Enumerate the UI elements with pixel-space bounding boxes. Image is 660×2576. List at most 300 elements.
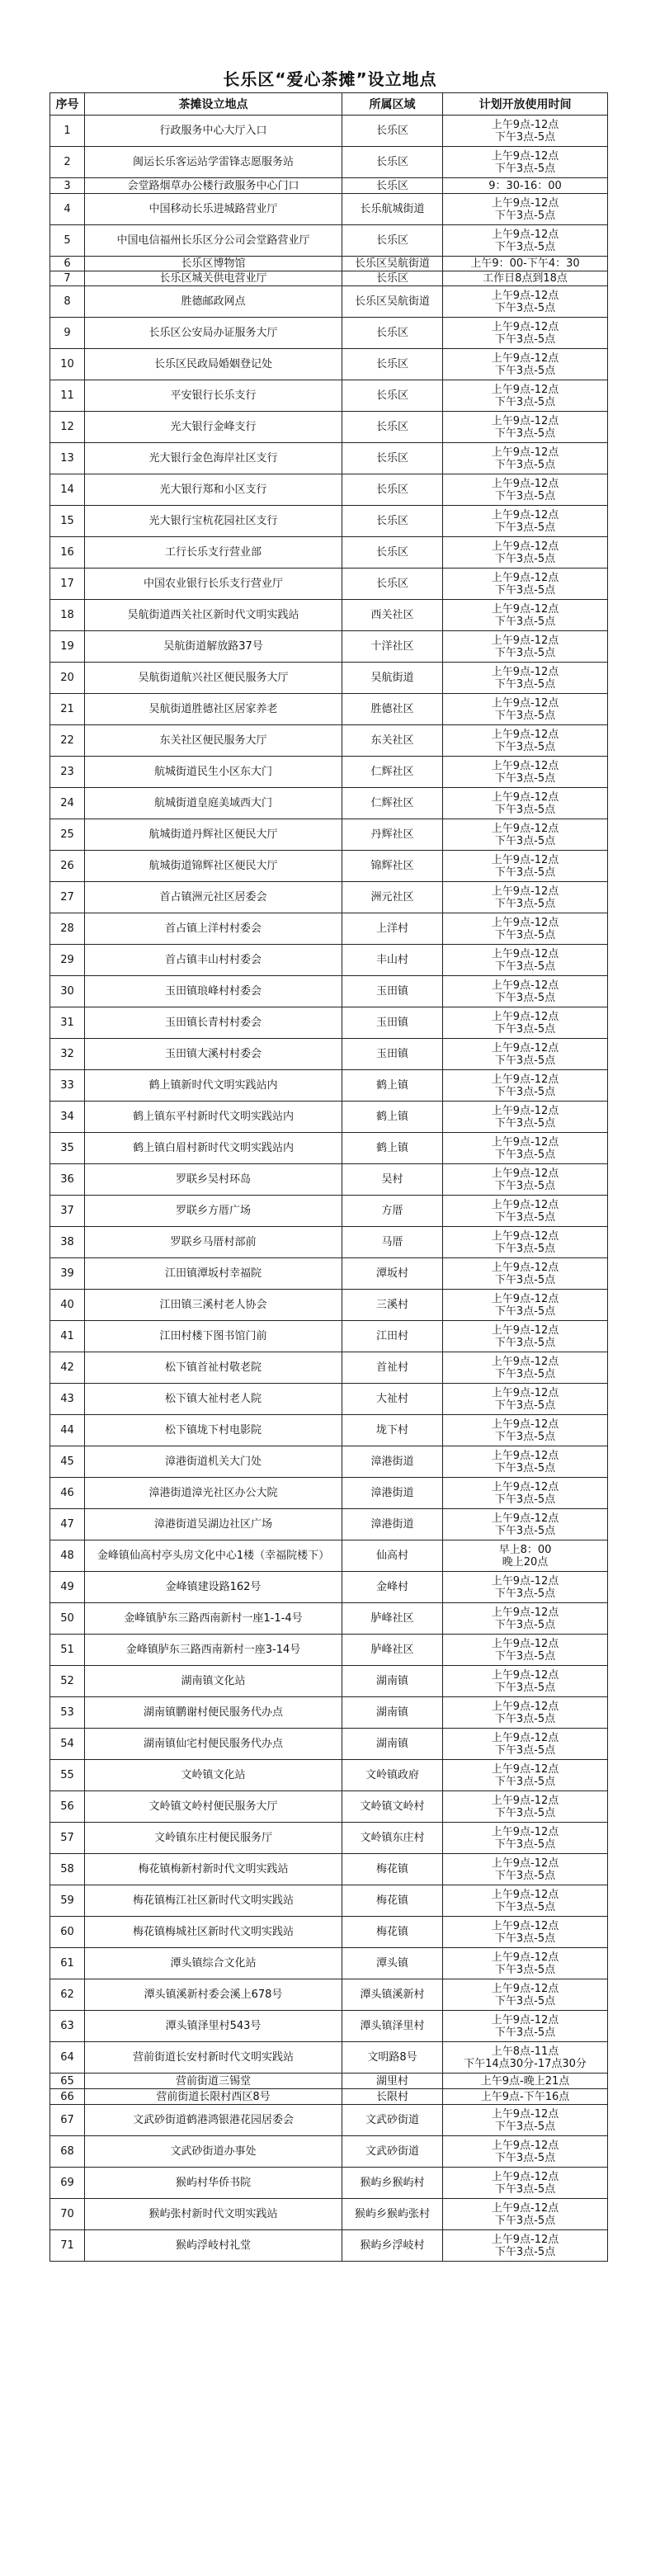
table-row [50,271,608,286]
table-row [50,380,608,412]
row-index: 58 [50,1854,85,1885]
table-row [50,1070,608,1102]
time-line: 下午3点-5点 [494,646,556,659]
time-line: 上午9点-12点 [491,149,559,163]
row-place: 吴航街道航兴社区便民服务大厅 [85,663,342,694]
row-index: 1 [50,116,85,147]
row-place: 文岭镇东庄村便民服务厅 [85,1823,342,1854]
row-area: 锦辉社区 [342,851,443,882]
row-index: 15 [50,506,85,537]
row-area: 大祉村 [342,1384,443,1415]
header-place: 茶摊设立地点 [85,93,342,116]
table-body [50,116,608,2262]
time-line: 上午9点-12点 [491,1073,559,1086]
row-place: 行政服务中心大厅入口 [85,116,342,147]
time-line: 下午3点-5点 [494,1461,556,1474]
row-index: 52 [50,1666,85,1697]
time-line: 下午3点-5点 [494,1712,556,1725]
time-line: 上午9：00-下午4：30 [470,257,580,270]
table-row [50,286,608,318]
row-place: 梅花镇梅新村新时代文明实践站 [85,1854,342,1885]
row-area: 文武砂街道 [342,2105,443,2136]
row-place: 文武砂街道办事处 [85,2136,342,2168]
time-line: 上午9点-12点 [491,822,559,835]
row-index: 46 [50,1478,85,1509]
time-line: 上午9点-12点 [491,2139,559,2152]
time-line: 上午9点-12点 [491,228,559,241]
row-place: 长乐区公安局办证服务大厅 [85,318,342,349]
table-row [50,506,608,537]
time-line: 上午9点-12点 [491,1762,559,1776]
time-line: 上午9点-12点 [491,320,559,333]
time-line: 上午9点-12点 [491,446,559,459]
time-line: 下午3点-5点 [494,209,556,222]
row-area: 西关社区 [342,600,443,631]
row-area: 长乐区 [342,537,443,569]
row-index: 44 [50,1415,85,1446]
time-line: 下午3点-5点 [494,395,556,408]
row-index: 7 [50,271,85,286]
row-area: 漳港街道 [342,1509,443,1540]
row-time [443,757,608,788]
row-area: 胜德社区 [342,694,443,725]
row-time [443,318,608,349]
row-index: 59 [50,1885,85,1917]
row-place: 光大银行金峰支行 [85,412,342,443]
row-index: 37 [50,1196,85,1227]
row-place: 光大银行金色海岸社区支行 [85,443,342,474]
time-line: 上午9点-12点 [491,1229,559,1243]
row-place: 文武砂街道鹤港鸿银港花园居委会 [85,2105,342,2136]
table-row [50,2230,608,2262]
table-row [50,1102,608,1133]
row-index: 26 [50,851,85,882]
time-line: 上午9点-12点 [491,665,559,678]
table-row [50,2011,608,2042]
row-time [443,2136,608,2168]
row-place: 猴屿村华侨书院 [85,2168,342,2199]
time-line: 上午9点-12点 [491,1857,559,1870]
time-line: 上午9点-12点 [491,1606,559,1619]
row-time [443,194,608,225]
row-index: 68 [50,2136,85,2168]
row-index: 55 [50,1760,85,1791]
row-index: 63 [50,2011,85,2042]
row-place: 长乐区民政局婚姻登记处 [85,349,342,380]
time-line: 上午9点-晚上21点 [480,2074,570,2088]
row-index: 11 [50,380,85,412]
table-row [50,1478,608,1509]
page-title: 长乐区“爱心茶摊”设立地点 [223,69,437,89]
row-time [443,1603,608,1635]
row-time [443,1070,608,1102]
row-time [443,380,608,412]
time-line: 上午9点-12点 [491,1418,559,1431]
row-time [443,819,608,851]
row-place: 漳港街道漳光社区办公大院 [85,1478,342,1509]
time-line: 上午9点-12点 [491,1700,559,1713]
row-index: 13 [50,443,85,474]
time-line: 上午9点-12点 [491,1951,559,1964]
time-line: 下午3点-5点 [494,1273,556,1286]
row-place: 中国农业银行长乐支行营业厅 [85,569,342,600]
table-row [50,1258,608,1290]
row-place: 航城街道民生小区东大门 [85,757,342,788]
row-place: 鹤上镇新时代文明实践站内 [85,1070,342,1102]
row-place: 猴屿浮岐村礼堂 [85,2230,342,2262]
time-line: 上午8点-11点 [491,2045,559,2058]
time-line: 上午9点-12点 [491,2170,559,2183]
row-area: 仙高村 [342,1540,443,1572]
time-line: 上午9点-12点 [491,414,559,427]
table-row [50,1133,608,1164]
time-line: 下午3点-5点 [494,1242,556,1255]
table-row [50,1352,608,1384]
row-index: 21 [50,694,85,725]
row-place: 航城街道丹辉社区便民大厅 [85,819,342,851]
time-line: 下午3点-5点 [494,771,556,785]
time-line: 下午3点-5点 [494,615,556,628]
row-place: 松下镇垅下村电影院 [85,1415,342,1446]
row-time [443,225,608,257]
row-index: 19 [50,631,85,663]
row-index: 69 [50,2168,85,2199]
row-index: 3 [50,178,85,194]
row-area: 湖南镇 [342,1729,443,1760]
time-line: 上午9点-12点 [491,508,559,521]
time-line: 上午9点-12点 [491,853,559,866]
row-time [443,1823,608,1854]
row-time [443,569,608,600]
table-row [50,1446,608,1478]
row-area: 首祉村 [342,1352,443,1384]
table-row [50,1509,608,1540]
row-index: 27 [50,882,85,913]
row-index: 9 [50,318,85,349]
row-place: 航城街道皇庭美域西大门 [85,788,342,819]
table-row [50,2074,608,2089]
time-line: 下午3点-5点 [494,1775,556,1788]
time-line: 下午3点-5点 [494,2120,556,2133]
row-index: 65 [50,2074,85,2089]
row-place: 鹤上镇白眉村新时代文明实践站内 [85,1133,342,1164]
row-place: 营前街道长安村新时代文明实践站 [85,2042,342,2074]
time-line: 下午3点-5点 [494,1900,556,1913]
row-index: 18 [50,600,85,631]
row-time [443,1321,608,1352]
row-index: 62 [50,1979,85,2011]
time-line: 下午3点-5点 [494,1179,556,1192]
time-line: 下午3点-5点 [494,1054,556,1067]
row-place: 长乐区城关供电营业厅 [85,271,342,286]
row-time [443,1258,608,1290]
time-line: 上午9点-12点 [491,196,559,210]
row-place: 罗联乡方厝广场 [85,1196,342,1227]
time-line: 下午3点-5点 [494,2182,556,2196]
time-line: 下午3点-5点 [494,834,556,847]
table-row [50,1196,608,1227]
row-area: 长乐区 [342,147,443,178]
time-line: 下午3点-5点 [494,928,556,941]
table-row [50,412,608,443]
header-time: 计划开放使用时间 [443,93,608,116]
row-time [443,1384,608,1415]
table-row [50,318,608,349]
table-row [50,882,608,913]
time-line: 上午9点-12点 [491,540,559,553]
row-time [443,271,608,286]
time-line: 上午9点-12点 [491,602,559,616]
row-area: 梅花镇 [342,1854,443,1885]
time-line: 下午3点-5点 [494,162,556,175]
row-time [443,945,608,976]
table-row [50,194,608,225]
time-line: 上午9点-12点 [491,1668,559,1682]
row-place: 罗联乡吴村环岛 [85,1164,342,1196]
table-row [50,257,608,271]
row-index: 67 [50,2105,85,2136]
row-index: 60 [50,1917,85,1948]
row-index: 36 [50,1164,85,1196]
row-place: 航城街道锦辉社区便民大厅 [85,851,342,882]
row-time [443,474,608,506]
row-place: 潭头镇综合文化站 [85,1948,342,1979]
time-line: 下午3点-5点 [494,333,556,346]
row-area: 鹤上镇 [342,1070,443,1102]
row-index: 23 [50,757,85,788]
row-place: 营前街道三锡堂 [85,2074,342,2089]
row-area: 上洋村 [342,913,443,945]
table-header-row [50,93,608,116]
row-index: 39 [50,1258,85,1290]
row-index: 33 [50,1070,85,1102]
row-area: 玉田镇 [342,1007,443,1039]
row-index: 35 [50,1133,85,1164]
row-time [443,349,608,380]
time-line: 工作日8点到18点 [483,272,568,285]
row-index: 22 [50,725,85,757]
row-place: 玉田镇长青村村委会 [85,1007,342,1039]
row-place: 文岭镇文岭村便民服务大厅 [85,1791,342,1823]
row-time [443,1007,608,1039]
time-line: 下午3点-5点 [494,960,556,973]
row-index: 49 [50,1572,85,1603]
row-time [443,2089,608,2105]
row-area: 长乐区 [342,569,443,600]
row-area: 长乐区吴航街道 [342,286,443,318]
time-line: 上午9点-12点 [491,1637,559,1650]
row-area: 吴村 [342,1164,443,1196]
row-place: 平安银行长乐支行 [85,380,342,412]
row-time [443,1635,608,1666]
row-index: 16 [50,537,85,569]
row-place: 首占镇洲元社区居委会 [85,882,342,913]
row-area: 漳港街道 [342,1446,443,1478]
row-time [443,2168,608,2199]
row-area: 十洋社区 [342,631,443,663]
row-time [443,725,608,757]
row-place: 湖南镇仙宅村便民服务代办点 [85,1729,342,1760]
row-area: 长乐区吴航街道 [342,257,443,271]
row-place: 文岭镇文化站 [85,1760,342,1791]
table-row [50,1321,608,1352]
row-index: 48 [50,1540,85,1572]
row-area: 丹辉社区 [342,819,443,851]
row-index: 66 [50,2089,85,2105]
row-place: 首占镇丰山村村委会 [85,945,342,976]
row-index: 64 [50,2042,85,2074]
row-time [443,1979,608,2011]
row-time [443,976,608,1007]
row-place: 光大银行宝杭花园社区支行 [85,506,342,537]
time-line: 下午3点-5点 [494,1618,556,1631]
time-line: 上午9点-12点 [491,696,559,710]
row-index: 6 [50,257,85,271]
row-time [443,663,608,694]
row-area: 胪峰社区 [342,1603,443,1635]
row-area: 长乐区 [342,349,443,380]
time-line: 上午9点-12点 [491,1167,559,1180]
time-line: 下午3点-5点 [494,1399,556,1412]
row-area: 金峰村 [342,1572,443,1603]
row-time [443,1760,608,1791]
row-area: 长限村 [342,2089,443,2105]
row-time [443,2074,608,2089]
table-row [50,2105,608,2136]
row-area: 文岭镇政府 [342,1760,443,1791]
row-time [443,788,608,819]
time-line: 下午3点-5点 [494,364,556,377]
time-line: 上午9点-12点 [491,979,559,992]
row-area: 东关社区 [342,725,443,757]
row-time [443,257,608,271]
row-index: 50 [50,1603,85,1635]
table-row [50,1948,608,1979]
table-row [50,757,608,788]
table-row [50,1039,608,1070]
table-row [50,1697,608,1729]
table-row [50,1540,608,1572]
row-time [443,2011,608,2042]
row-time [443,1446,608,1478]
table-row [50,663,608,694]
table-row [50,2042,608,2074]
row-area: 漳港街道 [342,1478,443,1509]
table-row [50,1791,608,1823]
row-time [443,1666,608,1697]
row-place: 湖南镇鹏谢村便民服务代办点 [85,1697,342,1729]
row-index: 45 [50,1446,85,1478]
row-time [443,116,608,147]
row-time [443,694,608,725]
row-index: 71 [50,2230,85,2262]
row-index: 28 [50,913,85,945]
time-line: 下午3点-5点 [494,521,556,534]
time-line: 下午3点-5点 [494,1116,556,1130]
time-line: 下午3点-5点 [494,1994,556,2007]
table-row [50,1917,608,1948]
row-index: 30 [50,976,85,1007]
row-time [443,1854,608,1885]
table-row [50,819,608,851]
row-area: 玉田镇 [342,1039,443,1070]
time-line: 上午9点-12点 [491,1574,559,1588]
row-area: 潭头镇 [342,1948,443,1979]
row-area: 文明路8号 [342,2042,443,2074]
row-place: 松下镇首祉村敬老院 [85,1352,342,1384]
row-area: 湖南镇 [342,1697,443,1729]
row-place: 潭头镇溪新村委会溪上678号 [85,1979,342,2011]
row-place: 会堂路烟草办公楼行政服务中心门口 [85,178,342,194]
table-row [50,2199,608,2230]
row-area: 潭头镇溪新村 [342,1979,443,2011]
table-row [50,1854,608,1885]
row-time [443,286,608,318]
time-line: 上午9点-下午16点 [480,2090,570,2103]
row-index: 38 [50,1227,85,1258]
row-time [443,1791,608,1823]
table-row [50,1760,608,1791]
row-place: 玉田镇大溪村村委会 [85,1039,342,1070]
row-place: 梅花镇梅城社区新时代文明实践站 [85,1917,342,1948]
row-time [443,1948,608,1979]
row-index: 57 [50,1823,85,1854]
time-line: 上午9点-12点 [491,1386,559,1399]
row-place: 首占镇上洋村村委会 [85,913,342,945]
row-time [443,147,608,178]
row-place: 潭头镇泽里村543号 [85,2011,342,2042]
row-area: 长乐航城街道 [342,194,443,225]
row-area: 吴航街道 [342,663,443,694]
time-line: 上午9点-12点 [491,1135,559,1149]
row-time [443,1509,608,1540]
row-time [443,506,608,537]
time-line: 下午3点-5点 [494,709,556,722]
row-place: 金峰镇仙高村亭头房文化中心1楼（幸福院楼下） [85,1540,342,1572]
row-area: 梅花镇 [342,1885,443,1917]
table-row [50,788,608,819]
row-area: 垅下村 [342,1415,443,1446]
time-line: 下午3点-5点 [494,1336,556,1349]
time-line: 上午9点-12点 [491,289,559,302]
row-time [443,631,608,663]
row-area: 长乐区 [342,443,443,474]
row-place: 梅花镇梅江社区新时代文明实践站 [85,1885,342,1917]
row-time [443,851,608,882]
table-row [50,1979,608,2011]
time-line: 上午9点-12点 [491,351,559,365]
row-index: 56 [50,1791,85,1823]
row-time [443,1196,608,1227]
row-place: 吴航街道胜德社区居家养老 [85,694,342,725]
row-time [443,537,608,569]
row-index: 34 [50,1102,85,1133]
row-area: 长乐区 [342,178,443,194]
time-line: 下午3点-5点 [494,1743,556,1757]
table-row [50,1823,608,1854]
table-row [50,2089,608,2105]
row-area: 长乐区 [342,116,443,147]
row-place: 闽运长乐客运站学雷锋志愿服务站 [85,147,342,178]
table-row [50,1415,608,1446]
time-line: 下午3点-5点 [494,1022,556,1036]
row-place: 工行长乐支行营业部 [85,537,342,569]
row-area: 文岭镇文岭村 [342,1791,443,1823]
table-row [50,725,608,757]
row-index: 2 [50,147,85,178]
row-place: 湖南镇文化站 [85,1666,342,1697]
row-time [443,1164,608,1196]
